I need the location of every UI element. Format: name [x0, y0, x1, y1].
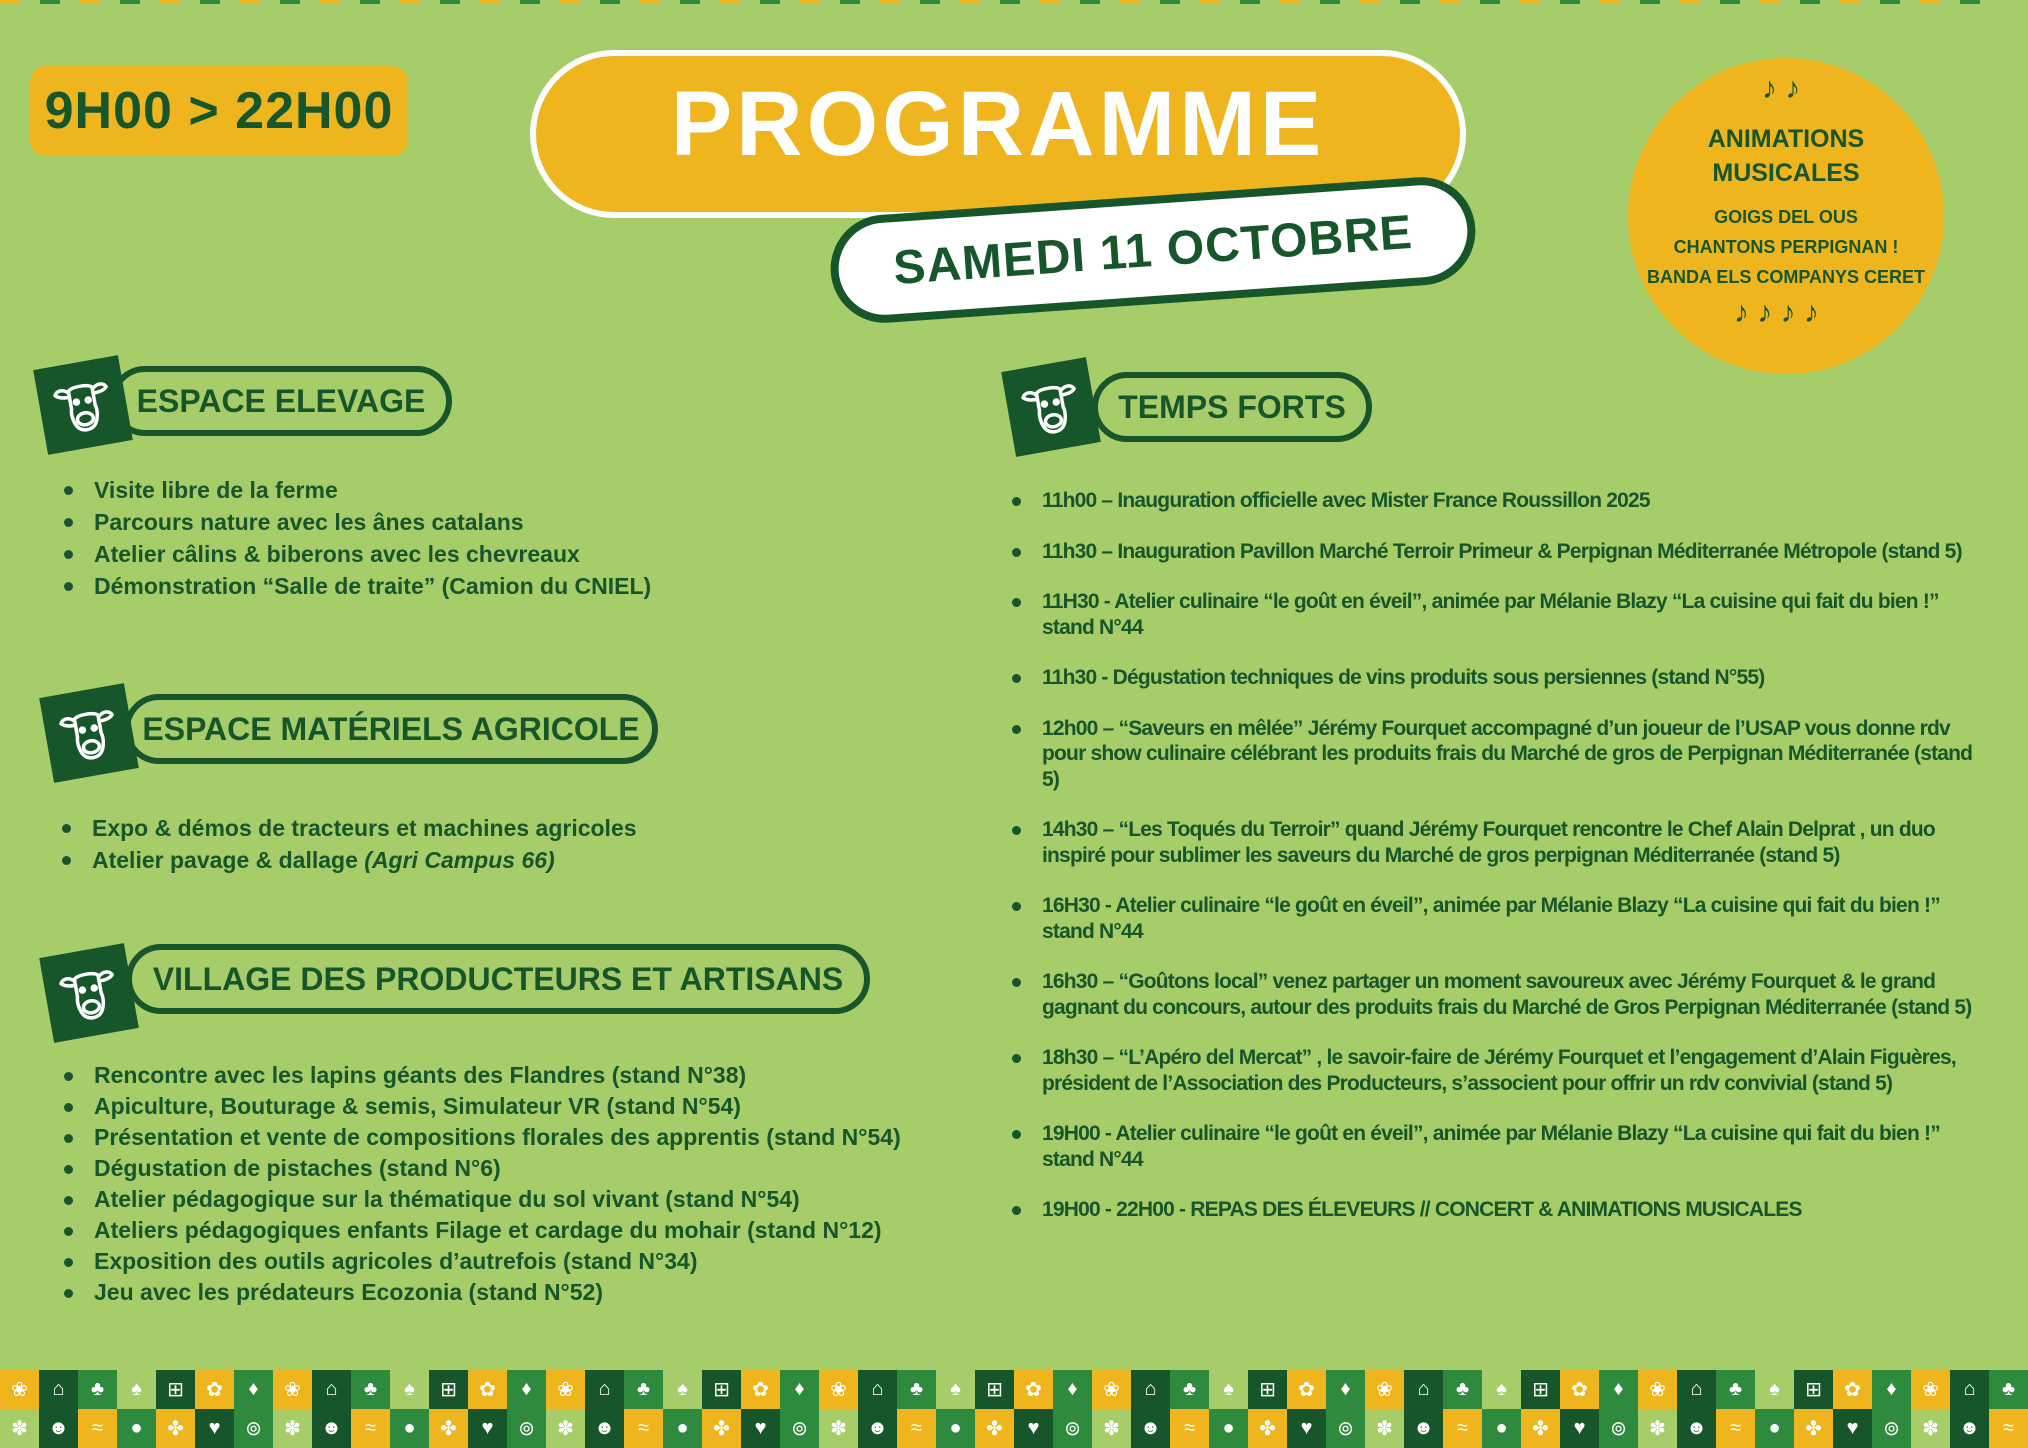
pattern-tile-icon: ⊞ [1521, 1370, 1560, 1409]
pattern-tile-icon: ♣ [1716, 1370, 1755, 1409]
pattern-tile-icon: ❀ [1365, 1370, 1404, 1409]
section-title: ESPACE MATÉRIELS AGRICOLE [142, 710, 640, 747]
pattern-tile-icon: ⊚ [1053, 1409, 1092, 1448]
pattern-tile-icon: ⌂ [312, 1370, 351, 1409]
music-title [1628, 122, 1944, 190]
cow-icon [39, 683, 139, 783]
pattern-tile-icon: ☻ [312, 1409, 351, 1448]
music-item: GOIGS DEL OUS [1714, 207, 1858, 227]
pattern-tile-icon: ❀ [819, 1370, 858, 1409]
pattern-tile-icon: ♥ [1833, 1409, 1872, 1448]
pattern-tile-icon: ❀ [546, 1370, 585, 1409]
pattern-tile-icon: ✽ [0, 1409, 39, 1448]
pattern-tile-icon: ≈ [1989, 1409, 2028, 1448]
list-item: 16h30 – “Goûtons local” venez partager un moment savoureux avec Jérémy Fourquet & le grand gagnant du concours, autour des produits frais du Marché de Gros Perpignan Méditerranée (stand 5) [1008, 969, 1978, 1020]
pattern-tile-icon: ♦ [234, 1370, 273, 1409]
section-title: VILLAGE DES PRODUCTEURS ET ARTISANS [152, 960, 844, 997]
list-item: 11h00 – Inauguration officielle avec Mister France Roussillon 2025 [1008, 488, 1978, 514]
list-item: 11h30 - Dégustation techniques de vins produits sous persiennes (stand N°55) [1008, 665, 1978, 691]
list-item: 14h30 – “Les Toqués du Terroir” quand Jérémy Fourquet rencontre le Chef Alain Delprat , un duo inspiré pour sublimer les saveurs du Marché de gros perpignan Méditerranée (stand 5) [1008, 817, 1978, 868]
pattern-tile-icon: ✤ [1794, 1409, 1833, 1448]
pattern-tile-icon: ⊞ [156, 1370, 195, 1409]
pattern-tile-icon: ❀ [273, 1370, 312, 1409]
pattern-tile-icon: ⌂ [858, 1370, 897, 1409]
opening-hours-badge [30, 66, 408, 156]
pattern-tile-icon: ☻ [1677, 1409, 1716, 1448]
cow-icon [1001, 357, 1101, 457]
pattern-tile-icon: ≈ [624, 1409, 663, 1448]
pattern-tile-icon: ♣ [1443, 1370, 1482, 1409]
pattern-tile-icon: ✤ [429, 1409, 468, 1448]
pattern-tile-icon: ⊚ [780, 1409, 819, 1448]
pattern-tile-icon: ❀ [1638, 1370, 1677, 1409]
pattern-tile-icon: ≈ [78, 1409, 117, 1448]
music-list [1628, 202, 1944, 292]
pattern-tile-icon: ✽ [1911, 1409, 1950, 1448]
pattern-tile-icon: ⌂ [1131, 1370, 1170, 1409]
pattern-tile-icon: ☻ [39, 1409, 78, 1448]
pattern-tile-icon: ♣ [897, 1370, 936, 1409]
pattern-tile-icon: ♥ [1560, 1409, 1599, 1448]
pattern-tile-icon: ♠ [117, 1370, 156, 1409]
pattern-tile-icon: ⊚ [1326, 1409, 1365, 1448]
pattern-tile-icon: ⊞ [429, 1370, 468, 1409]
pattern-tile-icon: ♠ [1755, 1370, 1794, 1409]
pattern-tile-icon: ✽ [1638, 1409, 1677, 1448]
pattern-tile-icon: ♠ [1209, 1370, 1248, 1409]
pattern-tile-icon: ✽ [273, 1409, 312, 1448]
list-item: Dégustation de pistaches (stand N°6) [60, 1153, 901, 1184]
pattern-tile-icon: ● [390, 1409, 429, 1448]
list-item: 19H00 - Atelier culinaire “le goût en éveil”, animée par Mélanie Blazy “La cuisine qui fait du bien !” stand N°44 [1008, 1121, 1978, 1172]
list-item: 11h30 – Inauguration Pavillon Marché Terroir Primeur & Perpignan Méditerranée Métropole (stand 5) [1008, 539, 1978, 565]
pattern-tile-icon: ≈ [1443, 1409, 1482, 1448]
pattern-tile-icon: ⌂ [1950, 1370, 1989, 1409]
pattern-tile-icon: ✿ [468, 1370, 507, 1409]
list-item: Exposition des outils agricoles d’autrefois (stand N°34) [60, 1246, 901, 1277]
list-item: Parcours nature avec les ânes catalans [60, 506, 651, 538]
pattern-tile-icon: ♣ [78, 1370, 117, 1409]
pattern-tile-icon: ✽ [819, 1409, 858, 1448]
programme-title: PROGRAMME [670, 72, 1326, 175]
pattern-tile-icon: ● [663, 1409, 702, 1448]
pattern-tile-icon: ✤ [156, 1409, 195, 1448]
list-item: Démonstration “Salle de traite” (Camion du CNIEL) [60, 570, 651, 602]
list-item: 12h00 – “Saveurs en mêlée” Jérémy Fourquet accompagné d’un joueur de l’USAP vous donne rdv pour show culinaire célébrant les produits frais du Marché de gros de Perpignan Méditerranée (stand 5) [1008, 716, 1978, 793]
pattern-tile-icon: ♦ [1053, 1370, 1092, 1409]
pattern-tile-icon: ⌂ [585, 1370, 624, 1409]
list-item [58, 844, 637, 876]
pattern-tile-icon: ⌂ [1677, 1370, 1716, 1409]
list-item: 18h30 – “L’Apéro del Mercat” , le savoir-faire de Jérémy Fourquet et l’engagement d’Alain Figuères, président de l’Association des Producteurs, s’associent pour offrir un rdv convivial (stand 5) [1008, 1045, 1978, 1096]
pattern-tile-icon: ⊞ [1248, 1370, 1287, 1409]
pattern-tile-icon: ⊞ [702, 1370, 741, 1409]
pattern-tile-icon: ✿ [1833, 1370, 1872, 1409]
pattern-tile-icon: ♦ [780, 1370, 819, 1409]
music-item: CHANTONS PERPIGNAN ! [1673, 237, 1899, 257]
pattern-tile-icon: ✿ [741, 1370, 780, 1409]
pattern-tile-icon: ❀ [0, 1370, 39, 1409]
pattern-tile-icon: ♥ [468, 1409, 507, 1448]
opening-hours-text: 9H00 > 22H00 [44, 82, 394, 140]
list-temps-forts [1008, 488, 1978, 1248]
pattern-tile-icon: ⊚ [1872, 1409, 1911, 1448]
pattern-tile-icon: ⊞ [975, 1370, 1014, 1409]
section-title-pill [110, 366, 452, 436]
list-item: 11H30 - Atelier culinaire “le goût en éveil”, animée par Mélanie Blazy “La cuisine qui fait du bien !” stand N°44 [1008, 589, 1978, 640]
section-title: ESPACE ELEVAGE [136, 382, 426, 419]
list-item: Ateliers pédagogiques enfants Filage et cardage du mohair (stand N°12) [60, 1215, 901, 1246]
pattern-tile-icon: ≈ [1170, 1409, 1209, 1448]
list-materiels [58, 812, 637, 876]
pattern-tile-icon: ✿ [1560, 1370, 1599, 1409]
list-item: 19H00 - 22H00 - REPAS DES ÉLEVEURS // CONCERT & ANIMATIONS MUSICALES [1008, 1197, 1978, 1223]
pattern-tile-icon: ♦ [1599, 1370, 1638, 1409]
pattern-tile-icon: ✽ [1092, 1409, 1131, 1448]
pattern-tile-icon: ♦ [507, 1370, 546, 1409]
music-animations-circle [1628, 58, 1944, 374]
pattern-tile-icon: ♥ [1014, 1409, 1053, 1448]
list-item: Présentation et vente de compositions florales des apprentis (stand N°54) [60, 1122, 901, 1153]
pattern-tile-icon: ⊚ [507, 1409, 546, 1448]
music-title-line2: MUSICALES [1712, 159, 1860, 187]
list-item: Jeu avec les prédateurs Ecozonia (stand N°52) [60, 1277, 901, 1308]
pattern-tile-icon: ♠ [663, 1370, 702, 1409]
pattern-tile-icon: ✿ [1014, 1370, 1053, 1409]
cow-icon [39, 943, 139, 1043]
music-title-line1: ANIMATIONS [1707, 125, 1865, 153]
pattern-tile-icon: ☻ [585, 1409, 624, 1448]
list-elevage [60, 474, 651, 602]
pattern-tile-icon: ≈ [897, 1409, 936, 1448]
music-notes-icon: ♪ ♪ ♪ ♪ [1734, 296, 1820, 329]
list-village [60, 1060, 901, 1308]
pattern-tile-icon: ♣ [1989, 1370, 2028, 1409]
pattern-tile-icon: ♠ [390, 1370, 429, 1409]
list-item: Expo & démos de tracteurs et machines agricoles [58, 812, 637, 844]
list-item: Rencontre avec les lapins géants des Flandres (stand N°38) [60, 1060, 901, 1091]
pattern-tile-icon: ♠ [1482, 1370, 1521, 1409]
list-item: Apiculture, Bouturage & semis, Simulateur VR (stand N°54) [60, 1091, 901, 1122]
list-item: Atelier pédagogique sur la thématique du sol vivant (stand N°54) [60, 1184, 901, 1215]
pattern-tile-icon: ● [936, 1409, 975, 1448]
pattern-tile-icon: ✤ [1521, 1409, 1560, 1448]
tile-row [0, 1370, 2016, 1409]
pattern-tile-icon: ❀ [1092, 1370, 1131, 1409]
list-item: Atelier câlins & biberons avec les chevreaux [60, 538, 651, 570]
pattern-tile-icon: ☻ [1131, 1409, 1170, 1448]
list-item: 16H30 - Atelier culinaire “le goût en éveil”, animée par Mélanie Blazy “La cuisine qui fait du bien !” stand N°44 [1008, 893, 1978, 944]
section-title-pill [1092, 372, 1372, 442]
pattern-tile-icon: ✤ [702, 1409, 741, 1448]
pattern-tile-icon: ✿ [195, 1370, 234, 1409]
pattern-tile-icon: ♦ [1326, 1370, 1365, 1409]
pattern-tile-icon: ● [1209, 1409, 1248, 1448]
event-date: SAMEDI 11 OCTOBRE [891, 205, 1415, 295]
pattern-tile-icon: ✤ [1248, 1409, 1287, 1448]
pattern-tile-icon: ⊚ [1599, 1409, 1638, 1448]
list-item-note: (Agri Campus 66) [364, 847, 555, 873]
cow-icon [33, 355, 133, 455]
pattern-tile-icon: ♦ [1872, 1370, 1911, 1409]
pattern-tile-icon: ⊚ [234, 1409, 273, 1448]
pattern-tile-icon: ● [1482, 1409, 1521, 1448]
section-title: TEMPS FORTS [1118, 388, 1346, 425]
pattern-tile-icon: ✽ [1365, 1409, 1404, 1448]
pattern-tile-icon: ⌂ [1404, 1370, 1443, 1409]
pattern-tile-icon: ♣ [624, 1370, 663, 1409]
tile-row [0, 1409, 2014, 1448]
music-notes-icon: ♪ ♪ [1762, 72, 1801, 105]
pattern-tile-icon: ♥ [741, 1409, 780, 1448]
music-item: BANDA ELS COMPANYS CERET [1646, 267, 1925, 287]
pattern-tile-icon: ♣ [1170, 1370, 1209, 1409]
pattern-tile-icon: ✤ [975, 1409, 1014, 1448]
pattern-tile-icon: ♥ [195, 1409, 234, 1448]
pattern-tile-icon: ♠ [936, 1370, 975, 1409]
pattern-tile-icon: ≈ [1716, 1409, 1755, 1448]
pattern-tile-icon: ● [1755, 1409, 1794, 1448]
pattern-tile-icon: ● [117, 1409, 156, 1448]
list-item-text: Atelier pavage & dallage [92, 847, 365, 873]
pattern-tile-icon: ⊞ [1794, 1370, 1833, 1409]
pattern-tile-icon: ☻ [1404, 1409, 1443, 1448]
pattern-tile-icon: ⌂ [39, 1370, 78, 1409]
pattern-tile-icon: ✿ [1287, 1370, 1326, 1409]
pattern-tile-icon: ☻ [1950, 1409, 1989, 1448]
decorative-tile-border [0, 1370, 2016, 1448]
pattern-tile-icon: ≈ [351, 1409, 390, 1448]
section-title-pill [126, 944, 870, 1014]
pattern-tile-icon: ♣ [351, 1370, 390, 1409]
pattern-tile-icon: ✽ [546, 1409, 585, 1448]
pattern-tile-icon: ♥ [1287, 1409, 1326, 1448]
pattern-tile-icon: ☻ [858, 1409, 897, 1448]
list-item: Visite libre de la ferme [60, 474, 651, 506]
pattern-tile-icon: ❀ [1911, 1370, 1950, 1409]
top-border-decoration [0, 0, 2000, 4]
section-title-pill [124, 694, 658, 764]
